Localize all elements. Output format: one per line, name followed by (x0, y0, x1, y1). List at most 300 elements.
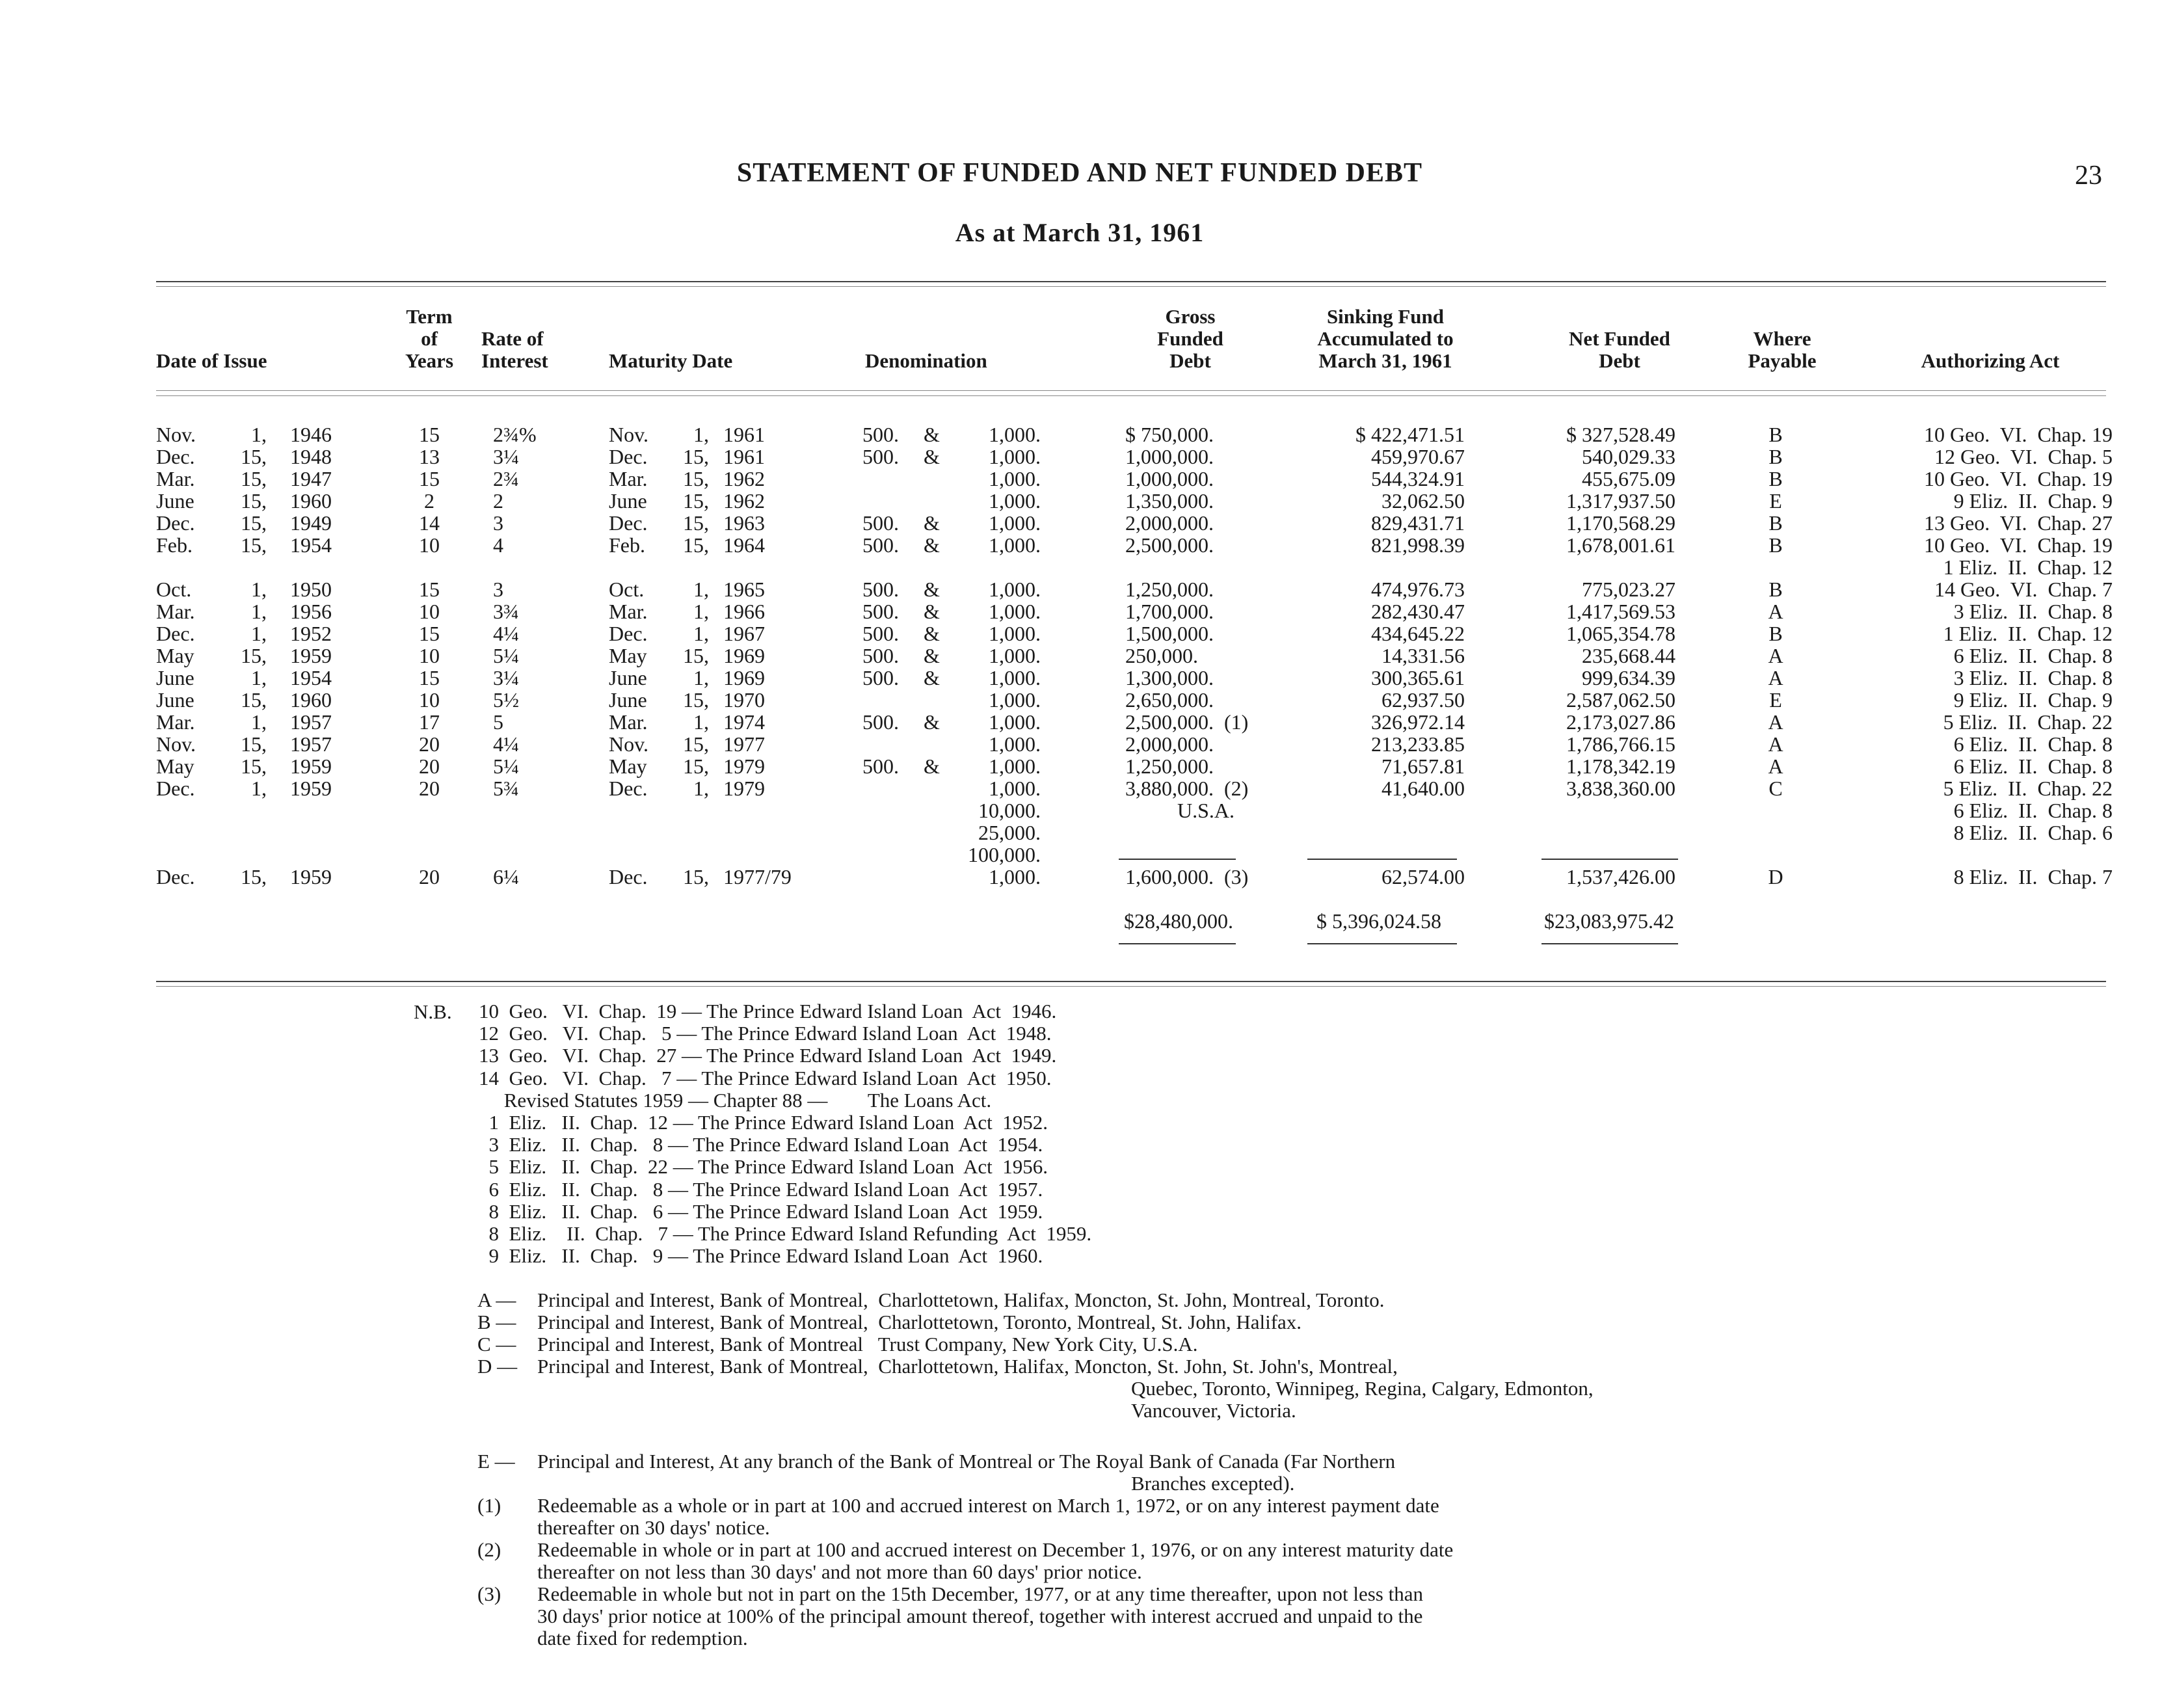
cell-sink: 282,430.47 (1371, 600, 1465, 623)
cell-den2: 25,000. (978, 821, 1041, 844)
cell-mm: May (609, 754, 647, 778)
act-note-line: 14 Geo. VI. Chap. 7 — The Prince Edward Island Loan Act 1950. (479, 1066, 1052, 1089)
cell-amp: & (924, 644, 940, 667)
table-row (0, 533, 2162, 555)
cell-gross: 1,000,000. (1125, 445, 1214, 468)
cell-net: 455,675.09 (1582, 467, 1675, 490)
note-text: thereafter on 30 days' notice. (537, 1516, 770, 1539)
cell-act: 10 Geo. VI. Chap. 19 (1923, 423, 2113, 446)
cell-my: 1979 (723, 754, 765, 778)
cell-gross: 2,500,000. (1) (1125, 710, 1249, 734)
cell-mm: Mar. (609, 600, 648, 623)
cell-m: Nov. (156, 423, 196, 446)
cell-md: 1, (693, 666, 709, 689)
cell-sink: 434,645.22 (1371, 622, 1465, 645)
table-row (0, 511, 2162, 533)
cell-gross: 1,500,000. (1125, 622, 1214, 645)
cell-term: 20 (419, 865, 440, 888)
table-row (0, 843, 2162, 865)
note-text: Principal and Interest, Bank of Montreal Trust Company, New York City, U.S.A. (537, 1333, 1198, 1355)
cell-my: 1962 (723, 489, 765, 513)
cell-my: 1969 (723, 666, 765, 689)
cell-gross: $ 750,000. (1125, 423, 1214, 446)
cell-act: 8 Eliz. II. Chap. 6 (1953, 821, 2113, 844)
cell-where: B (1768, 445, 1783, 468)
cell-gross: U.S.A. (1177, 799, 1235, 822)
table-row (0, 555, 2162, 578)
cell-y: 1960 (290, 688, 332, 712)
cell-sink: 821,998.39 (1371, 533, 1465, 557)
cell-rate: 2¾% (493, 423, 537, 446)
cell-sink: 14,331.56 (1381, 644, 1465, 667)
note-text: Redeemable in whole but not in part on the 15th December, 1977, or at any time thereafter, upon not less than (537, 1582, 1423, 1605)
cell-net: 235,668.44 (1582, 644, 1675, 667)
cell-act: 5 Eliz. II. Chap. 22 (1943, 710, 2113, 734)
cell-term: 15 (419, 666, 440, 689)
cell-d: 1, (251, 578, 267, 601)
cell-amp: & (924, 666, 940, 689)
header-rule-2 (156, 395, 2106, 396)
cell-sink: 544,324.91 (1371, 467, 1465, 490)
cell-d: 1, (251, 777, 267, 800)
cell-md: 15, (683, 732, 709, 756)
cell-d: 15, (241, 445, 267, 468)
cell-d: 15, (241, 732, 267, 756)
act-note-line: Revised Statutes 1959 — Chapter 88 — The Loans Act. (479, 1088, 992, 1112)
cell-md: 1, (693, 423, 709, 446)
cell-term: 10 (419, 600, 440, 623)
cell-term: 15 (419, 467, 440, 490)
cell-gross: 1,250,000. (1125, 578, 1214, 601)
table-row (0, 600, 2162, 622)
note-text: 30 days' prior notice at 100% of the principal amount thereof, together with interest accrued and unpaid to the (537, 1605, 1423, 1627)
cell-mm: Nov. (609, 423, 649, 446)
cell-m: Mar. (156, 600, 195, 623)
cell-d: 15, (241, 467, 267, 490)
cell-net: 1,786,766.15 (1566, 732, 1675, 756)
cell-act: 1 Eliz. II. Chap. 12 (1943, 555, 2113, 579)
cell-act: 3 Eliz. II. Chap. 8 (1953, 600, 2113, 623)
cell-y: 1948 (290, 445, 332, 468)
cell-sink: 62,937.50 (1381, 688, 1465, 712)
cell-y: 1959 (290, 865, 332, 888)
cell-m: Mar. (156, 710, 195, 734)
cell-term: 2 (424, 489, 434, 513)
cell-y: 1959 (290, 754, 332, 778)
cell-where: A (1768, 710, 1783, 734)
cell-m: June (156, 688, 194, 712)
cell-act: 13 Geo. VI. Chap. 27 (1923, 511, 2113, 535)
top-rule-thin (156, 286, 2106, 287)
cell-md: 1, (693, 777, 709, 800)
cell-where: A (1768, 644, 1783, 667)
cell-m: Dec. (156, 865, 195, 888)
cell-where: B (1768, 578, 1783, 601)
table-row (0, 799, 2162, 821)
cell-sink: 32,062.50 (1381, 489, 1465, 513)
cell-d: 15, (241, 865, 267, 888)
cell-den2: 1,000. (989, 489, 1041, 513)
cell-term: 10 (419, 688, 440, 712)
cell-den2: 100,000. (968, 843, 1041, 866)
cell-my: 1977/79 (723, 865, 792, 888)
act-note-line: 8 Eliz. II. Chap. 7 — The Prince Edward Island Refunding Act 1959. (479, 1222, 1092, 1245)
cell-gross: 250,000. (1125, 644, 1198, 667)
cell-md: 15, (683, 467, 709, 490)
cell-m: Dec. (156, 445, 195, 468)
cell-md: 15, (683, 489, 709, 513)
cell-den2: 1,000. (989, 511, 1041, 535)
cell-term: 13 (419, 445, 440, 468)
act-note-line: 13 Geo. VI. Chap. 27 — The Prince Edward Island Loan Act 1949. (479, 1044, 1057, 1067)
cell-act: 1 Eliz. II. Chap. 12 (1943, 622, 2113, 645)
cell-where: B (1768, 423, 1783, 446)
cell-mm: Dec. (609, 445, 648, 468)
cell-term: 17 (419, 710, 440, 734)
cell-amp: & (924, 600, 940, 623)
cell-den2: 1,000. (989, 644, 1041, 667)
cell-md: 15, (683, 533, 709, 557)
cell-m: May (156, 754, 194, 778)
header-authorizing-act: Authorizing Act (1921, 349, 2060, 372)
table-row (0, 865, 2162, 887)
header-gross: Gross Funded Debt (1157, 305, 1223, 372)
cell-rate: 3¼ (493, 445, 519, 468)
cell-mm: Dec. (609, 865, 648, 888)
cell-d: 15, (241, 489, 267, 513)
cell-m: June (156, 666, 194, 689)
act-note-line: 10 Geo. VI. Chap. 19 — The Prince Edward Island Loan Act 1946. (479, 1000, 1057, 1022)
cell-my: 1977 (723, 732, 765, 756)
cell-d: 15, (241, 688, 267, 712)
cell-md: 1, (693, 600, 709, 623)
note-text: Redeemable in whole or in part at 100 and accrued interest on December 1, 1976, or on any interest maturity date (537, 1538, 1454, 1561)
cell-my: 1966 (723, 600, 765, 623)
cell-d: 15, (241, 533, 267, 557)
cell-md: 1, (693, 578, 709, 601)
header-term: Term of Years (405, 305, 454, 372)
cell-m: Nov. (156, 732, 196, 756)
page-title: STATEMENT OF FUNDED AND NET FUNDED DEBT (736, 158, 1423, 188)
cell-y: 1956 (290, 600, 332, 623)
cell-m: Dec. (156, 777, 195, 800)
cell-sink: 474,976.73 (1371, 578, 1465, 601)
cell-net: 2,173,027.86 (1566, 710, 1675, 734)
gross-double-underline (1119, 943, 1236, 944)
cell-den2: 1,000. (989, 666, 1041, 689)
cell-rate: 5½ (493, 688, 519, 712)
cell-my: 1974 (723, 710, 765, 734)
cell-y: 1957 (290, 732, 332, 756)
cell-sink: 459,970.67 (1371, 445, 1465, 468)
cell-den1: 500. (862, 710, 899, 734)
cell-act: 6 Eliz. II. Chap. 8 (1953, 732, 2113, 756)
cell-m: June (156, 489, 194, 513)
cell-y: 1947 (290, 467, 332, 490)
cell-gross: 1,350,000. (1125, 489, 1214, 513)
cell-gross: 1,300,000. (1125, 666, 1214, 689)
cell-y: 1957 (290, 710, 332, 734)
cell-den2: 1,000. (989, 423, 1041, 446)
cell-den1: 500. (862, 644, 899, 667)
cell-gross: 2,650,000. (1125, 688, 1214, 712)
cell-act: 12 Geo. VI. Chap. 5 (1934, 445, 2113, 468)
note-text: Principal and Interest, At any branch of the Bank of Montreal or The Royal Bank of Canada (Far Northern (537, 1450, 1396, 1473)
act-note-line: 1 Eliz. II. Chap. 12 — The Prince Edward Island Loan Act 1952. (479, 1111, 1048, 1134)
cell-act: 8 Eliz. II. Chap. 7 (1953, 865, 2113, 888)
table-row (0, 423, 2162, 445)
cell-where: A (1768, 666, 1783, 689)
cell-term: 15 (419, 622, 440, 645)
cell-y: 1950 (290, 578, 332, 601)
gross-underline (1119, 859, 1236, 860)
table-row (0, 732, 2162, 754)
cell-term: 14 (419, 511, 440, 535)
header-where: Where Payable (1748, 327, 1817, 372)
net-double-underline (1541, 943, 1678, 944)
cell-my: 1970 (723, 688, 765, 712)
note-key: D — (477, 1355, 518, 1378)
act-note-line: 9 Eliz. II. Chap. 9 — The Prince Edward Island Loan Act 1960. (479, 1244, 1043, 1268)
cell-d: 1, (251, 600, 267, 623)
cell-rate: 3¾ (493, 600, 519, 623)
cell-my: 1969 (723, 644, 765, 667)
cell-net: 1,170,568.29 (1566, 511, 1675, 535)
cell-mm: Feb. (609, 533, 645, 557)
page-number: 23 (2075, 161, 2102, 191)
cell-where: E (1769, 489, 1782, 513)
cell-y: 1959 (290, 644, 332, 667)
cell-my: 1967 (723, 622, 765, 645)
cell-den2: 1,000. (989, 533, 1041, 557)
cell-mm: Dec. (609, 777, 648, 800)
cell-where: A (1768, 600, 1783, 623)
cell-sink: $ 422,471.51 (1355, 423, 1465, 446)
cell-den2: 1,000. (989, 754, 1041, 778)
cell-mm: Mar. (609, 710, 648, 734)
cell-md: 1, (693, 622, 709, 645)
cell-sink: 326,972.14 (1371, 710, 1465, 734)
cell-net: 540,029.33 (1582, 445, 1675, 468)
cell-where: B (1768, 511, 1783, 535)
cell-d: 15, (241, 754, 267, 778)
cell-md: 15, (683, 511, 709, 535)
table-row (0, 710, 2162, 732)
cell-sink: 829,431.71 (1371, 511, 1465, 535)
note-text: Vancouver, Victoria. (1131, 1399, 1296, 1422)
cell-term: 15 (419, 423, 440, 446)
cell-my: 1964 (723, 533, 765, 557)
cell-amp: & (924, 622, 940, 645)
cell-amp: & (924, 710, 940, 734)
cell-den2: 1,000. (989, 710, 1041, 734)
cell-term: 15 (419, 578, 440, 601)
cell-act: 9 Eliz. II. Chap. 9 (1953, 489, 2113, 513)
table-row (0, 754, 2162, 777)
cell-rate: 2 (493, 489, 503, 513)
cell-rate: 2¾ (493, 467, 519, 490)
header-net: Net Funded Debt (1569, 327, 1670, 372)
cell-my: 1965 (723, 578, 765, 601)
cell-den2: 10,000. (978, 799, 1041, 822)
cell-mm: Mar. (609, 467, 648, 490)
note-text: Principal and Interest, Bank of Montreal, Charlottetown, Halifax, Moncton, St. John, St. John's, Montreal, (537, 1355, 1398, 1378)
cell-rate: 5¾ (493, 777, 519, 800)
act-note-line: 6 Eliz. II. Chap. 8 — The Prince Edward Island Loan Act 1957. (479, 1177, 1043, 1201)
cell-term: 20 (419, 754, 440, 778)
bottom-rule-thin (156, 986, 2106, 987)
cell-rate: 5¼ (493, 754, 519, 778)
table-row (0, 578, 2162, 600)
table-row (0, 688, 2162, 710)
cell-where: A (1768, 754, 1783, 778)
act-note-line: 3 Eliz. II. Chap. 8 — The Prince Edward Island Loan Act 1954. (479, 1133, 1043, 1156)
cell-den1: 500. (862, 754, 899, 778)
cell-m: Feb. (156, 533, 193, 557)
note-key: A — (477, 1288, 516, 1311)
cell-amp: & (924, 423, 940, 446)
note-text: Quebec, Toronto, Winnipeg, Regina, Calgary, Edmonton, (1131, 1377, 1594, 1400)
cell-act: 6 Eliz. II. Chap. 8 (1953, 644, 2113, 667)
page-subtitle: As at March 31, 1961 (955, 218, 1205, 247)
table-row (0, 644, 2162, 666)
cell-y: 1954 (290, 533, 332, 557)
cell-where: D (1768, 865, 1783, 888)
cell-sink: 300,365.61 (1371, 666, 1465, 689)
cell-gross: 1,600,000. (3) (1125, 865, 1249, 888)
cell-where: E (1769, 688, 1782, 712)
cell-mm: Dec. (609, 511, 648, 535)
note-text: Redeemable as a whole or in part at 100 and accrued interest on March 1, 1972, or on any interest payment date (537, 1494, 1439, 1517)
cell-mm: Nov. (609, 732, 649, 756)
cell-m: May (156, 644, 194, 667)
cell-net: 1,417,569.53 (1566, 600, 1675, 623)
note-text: Branches excepted). (1131, 1472, 1295, 1495)
note-key: E — (477, 1450, 515, 1473)
net-underline (1541, 859, 1678, 860)
cell-amp: & (924, 533, 940, 557)
cell-m: Dec. (156, 511, 195, 535)
cell-den1: 500. (862, 445, 899, 468)
cell-gross: 3,880,000. (2) (1125, 777, 1249, 800)
cell-term: 10 (419, 644, 440, 667)
cell-amp: & (924, 445, 940, 468)
header-denomination: Denomination (865, 349, 987, 372)
cell-den1: 500. (862, 533, 899, 557)
cell-net: 775,023.27 (1582, 578, 1675, 601)
cell-d: 1, (251, 710, 267, 734)
cell-gross: 2,500,000. (1125, 533, 1214, 557)
cell-net: 1,537,426.00 (1566, 865, 1675, 888)
cell-den2: 1,000. (989, 578, 1041, 601)
cell-rate: 3¼ (493, 666, 519, 689)
cell-den1: 500. (862, 511, 899, 535)
cell-term: 10 (419, 533, 440, 557)
cell-d: 15, (241, 644, 267, 667)
cell-act: 6 Eliz. II. Chap. 8 (1953, 799, 2113, 822)
cell-md: 1, (693, 710, 709, 734)
cell-den2: 1,000. (989, 445, 1041, 468)
cell-sink: 213,233.85 (1371, 732, 1465, 756)
cell-m: Dec. (156, 622, 195, 645)
cell-d: 1, (251, 622, 267, 645)
total-net: $23,083,975.42 (1544, 909, 1674, 933)
table-row (0, 821, 2162, 843)
cell-act: 9 Eliz. II. Chap. 9 (1953, 688, 2113, 712)
cell-den1: 500. (862, 666, 899, 689)
cell-y: 1952 (290, 622, 332, 645)
cell-mm: Oct. (609, 578, 645, 601)
cell-md: 15, (683, 644, 709, 667)
cell-den2: 1,000. (989, 777, 1041, 800)
cell-where: A (1768, 732, 1783, 756)
cell-act: 5 Eliz. II. Chap. 22 (1943, 777, 2113, 800)
cell-net: 1,065,354.78 (1566, 622, 1675, 645)
note-key: C — (477, 1333, 516, 1355)
cell-m: Mar. (156, 467, 195, 490)
cell-mm: May (609, 644, 647, 667)
table-row (0, 777, 2162, 799)
cell-rate: 3 (493, 578, 503, 601)
cell-where: B (1768, 467, 1783, 490)
act-note-line: 8 Eliz. II. Chap. 6 — The Prince Edward Island Loan Act 1959. (479, 1199, 1043, 1223)
header-rule (156, 390, 2106, 391)
table-row (0, 445, 2162, 467)
cell-where: B (1768, 622, 1783, 645)
cell-d: 15, (241, 511, 267, 535)
cell-den2: 1,000. (989, 467, 1041, 490)
cell-gross: 2,000,000. (1125, 732, 1214, 756)
header-rate: Rate of Interest (481, 327, 548, 372)
cell-gross: 1,000,000. (1125, 467, 1214, 490)
cell-d: 1, (251, 666, 267, 689)
cell-gross: 1,700,000. (1125, 600, 1214, 623)
sink-underline (1307, 859, 1457, 860)
cell-amp: & (924, 754, 940, 778)
cell-net: $ 327,528.49 (1566, 423, 1675, 446)
cell-term: 20 (419, 777, 440, 800)
cell-amp: & (924, 578, 940, 601)
cell-den1: 500. (862, 423, 899, 446)
note-text: date fixed for redemption. (537, 1627, 748, 1649)
cell-rate: 5¼ (493, 644, 519, 667)
act-note-line: 5 Eliz. II. Chap. 22 — The Prince Edward Island Loan Act 1956. (479, 1155, 1048, 1179)
table-row (0, 467, 2162, 489)
cell-den1: 500. (862, 578, 899, 601)
cell-act: 6 Eliz. II. Chap. 8 (1953, 754, 2113, 778)
note-key: (2) (477, 1538, 501, 1561)
cell-den1: 500. (862, 622, 899, 645)
cell-my: 1963 (723, 511, 765, 535)
cell-rate: 3 (493, 511, 503, 535)
top-rule (156, 281, 2106, 282)
cell-my: 1961 (723, 423, 765, 446)
bottom-rule (156, 981, 2106, 982)
cell-net: 999,634.39 (1582, 666, 1675, 689)
cell-rate: 4 (493, 533, 503, 557)
cell-net: 1,178,342.19 (1566, 754, 1675, 778)
sink-double-underline (1307, 943, 1457, 944)
cell-y: 1954 (290, 666, 332, 689)
table-row (0, 622, 2162, 644)
cell-sink: 71,657.81 (1381, 754, 1465, 778)
note-key: (1) (477, 1494, 501, 1517)
cell-act: 3 Eliz. II. Chap. 8 (1953, 666, 2113, 689)
cell-my: 1961 (723, 445, 765, 468)
cell-act: 10 Geo. VI. Chap. 19 (1923, 467, 2113, 490)
cell-act: 10 Geo. VI. Chap. 19 (1923, 533, 2113, 557)
note-text: thereafter on not less than 30 days' and not more than 60 days' prior notice. (537, 1560, 1142, 1583)
